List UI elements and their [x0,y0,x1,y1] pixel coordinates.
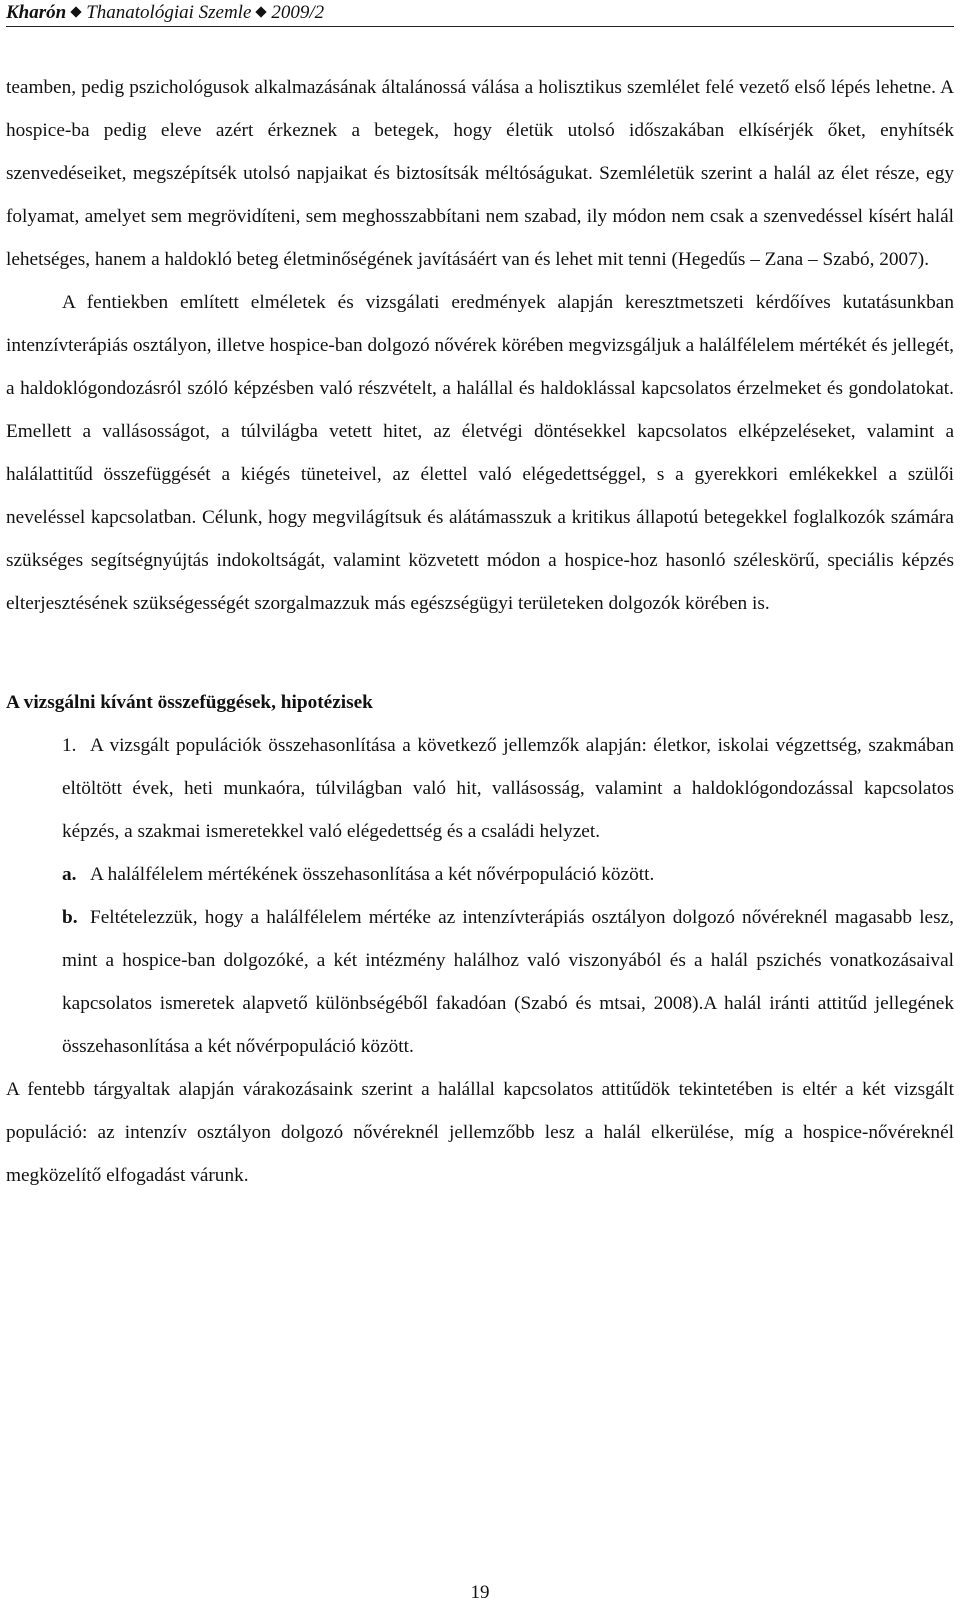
section-heading: A vizsgálni kívánt összefüggések, hipotézisek [6,692,373,713]
journal-issue: 2009/2 [271,2,325,23]
list-marker: 1. [62,735,77,756]
list-item-text: A halálfélelem mértékének összehasonlítása a két nővérpopuláció között. [90,864,655,885]
journal-name: Kharón [6,2,67,23]
hypothesis-item-a [6,853,954,896]
page-number: 19 [470,1582,490,1603]
paragraph-research-aims: A fentiekben említett elméletek és vizsgálati eredmények alapján keresztmetszeti kérdőíves kutatásunkban intenzívterápiás osztályon, illetve hospice-ban dolgozó nővérek körében megvizsgáljuk a halálfélelem mértékét és jellegét, a haldoklógondozásról szóló képzésben való részvételt, a halállal és haldoklással kapcsolatos érzelmeket és gondolatokat. Emellett a vallásosságot, a túlvilágba vetett hitet, az életvégi döntésekkel kapcsolatos elképzeléseket, valamint a halálattitűd összefüggését a kiégés tüneteivel, az élettel való elégedettséggel, s a gyerekkori emlékekkel a szülői neveléssel kapcsolatban. Célunk, hogy megvilágítsuk és alátámasszuk a kritikus állapotú betegekkel foglalkozók számára szükséges segítségnyújtás indokoltságát, valamint közvetett módon a hospice-hoz hasonló széleskörű, speciális képzés elterjesztésének szükségességét szorgalmazzuk más egészségügyi területeken dolgozók körében is. [6,292,954,614]
diamond-separator-icon [256,6,267,17]
list-marker: b. [62,907,78,928]
hypothesis-item-b [6,896,954,1068]
list-marker: a. [62,864,77,885]
paragraph-expectations: A fentebb tárgyaltak alapján várakozásaink szerint a halállal kapcsolatos attitűdök tekintetében is eltér a két vizsgált populáció: az intenzív osztályon dolgozó nővéreknél jellemzőbb lesz a halál elkerülése, míg a hospice-nővéreknél megközelítő elfogadást várunk. [6,1079,954,1186]
hypothesis-item-1 [6,724,954,853]
paragraph-continuation: teamben, pedig pszichológusok alkalmazásának általánossá válása a holisztikus szemlélet felé vezető első lépés lehetne. A hospice-ba pedig eleve azért érkeznek a betegek, hogy életük utolsó időszakában elkísérjék őket, enyhítsék szenvedéseiket, megszépítsék utolsó napjaikat és biztosítsák méltóságukat. Szemléletük szerint a halál az élet része, egy folyamat, amelyet sem megrövidíteni, sem meghosszabbítani nem szabad, ily módon nem csak a szenvedéssel kísért halál lehetséges, hanem a haldokló beteg életminőségének javításáért van és lehet mit tenni (Hegedűs – Zana – Szabó, 2007). [6,77,954,270]
running-header [6,0,954,27]
article-body [6,66,954,1197]
list-item-text: Feltételezzük, hogy a halálfélelem mértéke az intenzívterápiás osztályon dolgozó nővéreknél magasabb lesz, mint a hospice-ban dolgozóké, a két intézmény halálhoz való viszonyából és a halál pszichés vonatkozásaival kapcsolatos ismeretek alapvető különbségéből fakadóan (Szabó és mtsai, 2008).A halál iránti attitűd jellegének összehasonlítása a két nővérpopuláció között. [62,907,954,1057]
list-item-text: A vizsgált populációk összehasonlítása a következő jellemzők alapján: életkor, iskolai végzettség, szakmában eltöltött évek, heti munkaóra, túlvilágban való hit, vallásosság, valamint a haldoklógondozással kapcsolatos képzés, a szakmai ismeretekkel való elégedettség és a családi helyzet. [62,735,954,842]
journal-title: Thanatológiai Szemle [86,2,252,23]
diamond-separator-icon [71,6,82,17]
